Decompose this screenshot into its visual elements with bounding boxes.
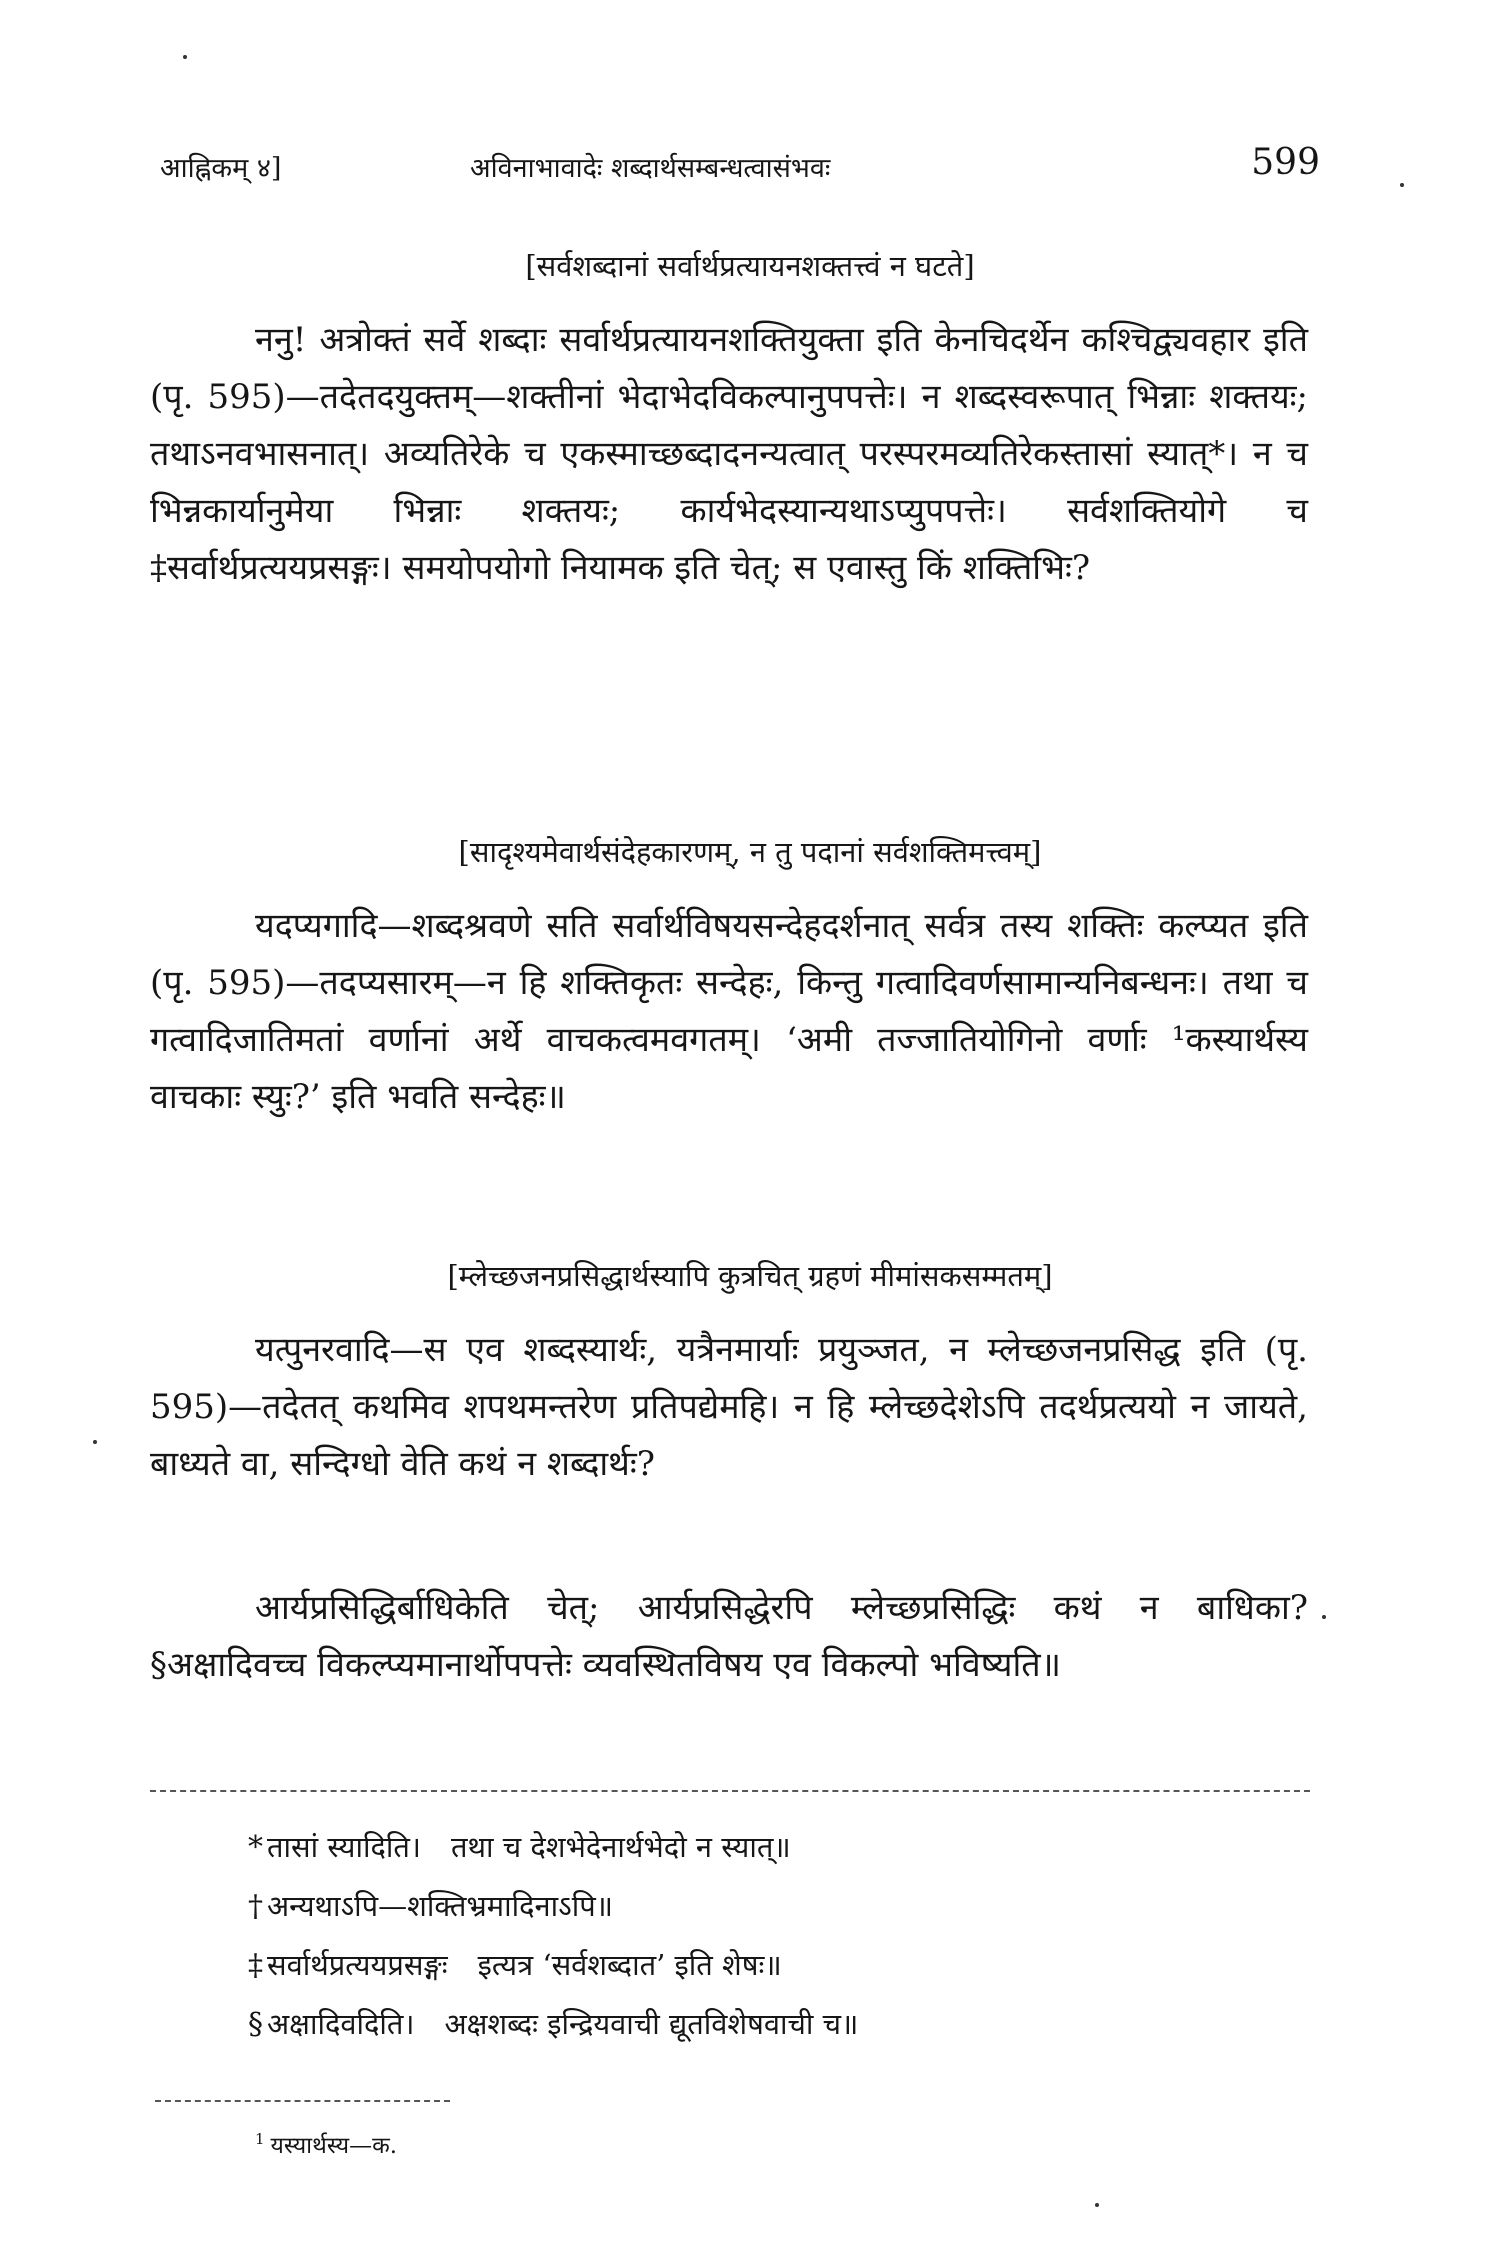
body-paragraph: यदप्यगादि—शब्दश्रवणे सति सर्वार्थविषयसन्देहदर्शनात् सर्वत्र तस्य शक्तिः कल्प्यत इति (पृ. 595)—तदप्यसारम्—न हि शक्तिकृतः सन्देहः, किन्तु गत्वादिवर्णसामान्यनिबन्धनः। तथा च गत्वादिजातिमतां वर्णानां अर्थे वाचकत्वमवगतम्। ‘अमी तज्जातियोगिनो वर्णाः ¹कस्यार्थस्य वाचकाः स्युः?’ इति भवति सन्देहः॥ xyxy=(150,906,1308,1117)
footnote-lemma: अन्यथाऽपि—शक्तिभ्रमादिनाऽपि॥ xyxy=(267,1889,614,1923)
footnote-gloss: अक्षशब्दः इन्द्रियवाची द्यूतविशेषवाची च॥ xyxy=(444,2007,859,2041)
footnote-lemma: अक्षादिवदिति। xyxy=(267,2007,415,2041)
footnote-mark: § xyxy=(248,2007,263,2042)
footnote xyxy=(248,1936,1308,1995)
chapter-marker: आह्निकम् ४] xyxy=(160,153,282,184)
footnote-mark: † xyxy=(248,1889,263,1924)
footnote-lemma: सर्वार्थप्रत्ययप्रसङ्गः xyxy=(267,1948,448,1982)
footnote xyxy=(248,1818,1308,1877)
running-title: अविनाभावादेः शब्दार्थसम्बन्धत्वासंभवः xyxy=(470,153,831,184)
footnote xyxy=(248,1995,1308,2054)
footnote-mark: * xyxy=(248,1830,263,1865)
variant-separator xyxy=(155,2100,450,2102)
scan-speck xyxy=(1095,2203,1099,2207)
scan-speck xyxy=(93,1440,97,1444)
body-paragraph: यत्पुनरवादि—स एव शब्दस्यार्थः, यत्रैनमार्याः प्रयुञ्जत, न म्लेच्छजनप्रसिद्ध इति (पृ. 595)—तदेतत् कथमिव शपथमन्तरेण प्रतिपद्येमहि। न हि म्लेच्छदेशेऽपि तदर्थप्रत्ययो न जायते, बाध्यते वा, सन्दिग्धो वेति कथं न शब्दार्थः? xyxy=(150,1330,1308,1484)
section-heading: [सर्वशब्दानां सर्वार्थप्रत्यायनशक्तत्त्वं न घटते] xyxy=(525,249,975,283)
scan-speck xyxy=(1400,183,1404,187)
body-paragraph: आर्यप्रसिद्धिर्बाधिकेति चेत्; आर्यप्रसिद्धेरपि म्लेच्छप्रसिद्धिः कथं न बाधिका? §अक्षादिवच्च विकल्प्यमानार्थोपपत्तेः व्यवस्थितविषय एव विकल्पो भविष्यति॥ xyxy=(150,1588,1308,1685)
footnotes xyxy=(248,1818,1308,2054)
body-paragraph: ननु! अत्रोक्तं सर्वे शब्दाः सर्वार्थप्रत्यायनशक्तियुक्ता इति केनचिदर्थेन कश्चिद्व्यवहार इति (पृ. 595)—तदेतदयुक्तम्—शक्तीनां भेदाभेदविकल्पानुपपत्तेः। न शब्दस्वरूपात् भिन्नाः शक्तयः; तथाऽनवभासनात्। अव्यतिरेके च एकस्माच्छब्दादनन्यत्वात् परस्परमव्यतिरेकस्तासां स्यात्*। न च भिन्नकार्यानुमेया भिन्नाः शक्तयः; कार्यभेदस्यान्यथाऽप्युपपत्तेः। सर्वशक्तियोगे च ‡सर्वार्थप्रत्ययप्रसङ्गः। समयोपयोगो नियामक इति चेत्; स एवास्तु किं शक्तिभिः? xyxy=(150,320,1308,588)
footnote-separator xyxy=(150,1790,1310,1792)
section-heading: [म्लेच्छजनप्रसिद्धार्थस्यापि कुत्रचित् ग्रहणं मीमांसकसम्मतम्] xyxy=(447,1259,1053,1293)
variant-reading-note xyxy=(255,2128,397,2160)
variant-mark: 1 xyxy=(255,2130,265,2149)
running-header xyxy=(160,142,1320,192)
scan-speck xyxy=(1322,1615,1326,1619)
variant-text: यस्यार्थस्य—क. xyxy=(270,2133,398,2159)
footnote-gloss: इत्यत्र ‘सर्वशब्दात’ इति शेषः॥ xyxy=(477,1948,782,1982)
footnote-gloss: तथा च देशभेदेनार्थभेदो न स्यात्॥ xyxy=(450,1830,791,1864)
footnote-lemma: तासां स्यादिति। xyxy=(267,1830,421,1864)
page-number: 599 xyxy=(1251,142,1320,183)
footnote xyxy=(248,1877,1308,1936)
scan-speck xyxy=(183,55,187,59)
section-heading: [सादृश्यमेवार्थसंदेहकारणम्, न तु पदानां सर्वशक्तिमत्त्वम्] xyxy=(458,835,1042,869)
footnote-mark: ‡ xyxy=(248,1948,263,1983)
